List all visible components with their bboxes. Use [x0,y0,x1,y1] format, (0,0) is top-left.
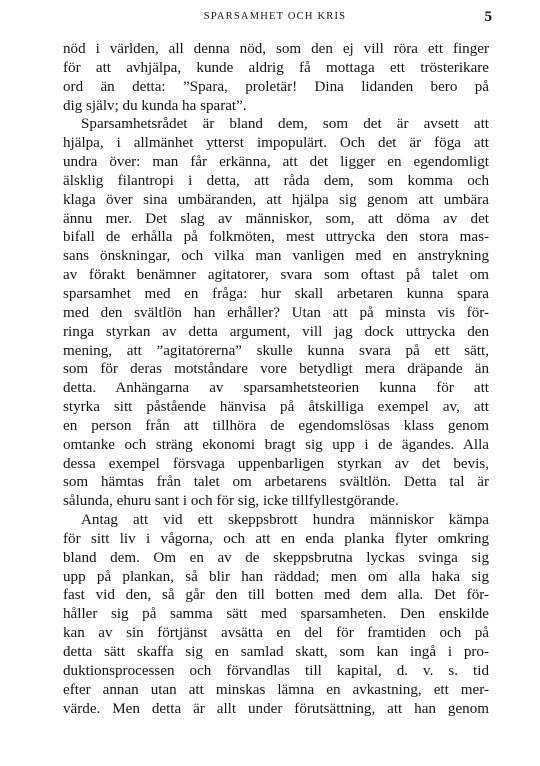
text-line: av förakt benämner agitatorer, svara som oftast på talet om [63,267,489,284]
text-line: älsklig filantropi i detta, att råda dem, som komma och [63,172,489,189]
text-line: bifall de erhålla på folkmöten, mest uttrycka den stora mas- [63,229,489,246]
text-line: sans önskningar, och vilka man vanligen med en anstrykning [63,248,489,265]
running-title: SPARSAMHET OCH KRIS [203,11,347,22]
running-head [60,10,490,26]
body-text [63,40,489,718]
text-line: Antag att vid ett skeppsbrott hundra människor kämpa [81,512,489,529]
text-line: en person från att tillhöra de egendomslösas klass genom [63,417,489,434]
text-line: Sparsamhetsrådet är bland dem, som det är avsett att [81,116,489,133]
text-line: för att avhjälpa, kunde aldrig få mottaga ett trösterikare [63,59,489,76]
text-line: efter annan utan att minskas lämna en avkastning, ett mer- [63,681,489,698]
text-line: håller sig på samma sätt med sparsamheten. Den enskilde [63,606,489,623]
text-line: hjälpa, i allmänhet ytterst impopulärt. Och det är föga att [63,135,489,152]
text-line: ord än detta: ”Spara, proletär! Dina lidanden bero på [63,78,489,95]
text-line: styrka sitt påstående hänvisa på åtskilliga exempel av, att [63,399,489,416]
text-line: nöd i världen, all denna nöd, som den ej vill röra ett finger [63,41,489,57]
text-line: detta sätt skaffa sig en samlad skatt, som kan ingå i pro- [63,644,489,660]
text-line: ringa styrkan av detta argument, vill jag dock uttrycka den [63,323,489,340]
text-line: upp på plankan, så blir han räddad; men om alla haka sig [63,568,489,585]
text-line: sparsamhet med en fråga: hur skall arbetaren kunna spara [63,285,489,302]
text-line: kan av sin förtjänst avsätta en del för framtiden och på [63,625,489,642]
text-line: fast vid den, så går den till botten med dem alla. Det för- [63,587,489,604]
text-line: mening, att ”agitatorerna” skulle kunna svara på ett sätt, [63,342,489,359]
text-line: som för deras motståndare vore betydligt mera dräpande än [63,361,489,378]
text-line: med den svältlön han erhåller? Utan att på minsta vis för- [63,304,489,321]
page-number: 5 [484,9,492,25]
text-line: dessa exempel försvaga uppenbarligen styrkan av det bevis, [63,455,489,472]
text-line: duktionsprocessen och förvandlas till kapital, d. v. s. tid [63,662,489,679]
text-line: som hämtas från talet om arbetarens svältlön. Detta tal är [63,474,489,491]
text-line: bland dem. Om en av de skeppsbrutna lyckas svinga sig [63,549,489,566]
text-line: värde. Men detta är allt under förutsättning, att han genom [63,700,489,717]
text-line: detta. Anhängarna av sparsamhetsteorien kunna för att [63,380,489,397]
text-line: undra över: man får erkänna, att det ligger en egendomligt [63,154,489,171]
text-line: för sitt liv i vågorna, och att en enda planka flyter omkring [63,530,489,547]
text-line: dig själv; du kunda ha sparat”. [63,97,247,114]
text-line: sålunda, ehuru sant i och för sig, icke tillfyllestgörande. [63,493,399,510]
text-line: klaga över sina umbäranden, att hjälpa sig genom att umbära [63,191,489,208]
text-line: ännu mer. Det slag av människor, som, att döma av det [63,210,489,227]
text-line: omtanke och sträng ekonomi bragt sig upp i de ägandes. Alla [63,436,489,453]
